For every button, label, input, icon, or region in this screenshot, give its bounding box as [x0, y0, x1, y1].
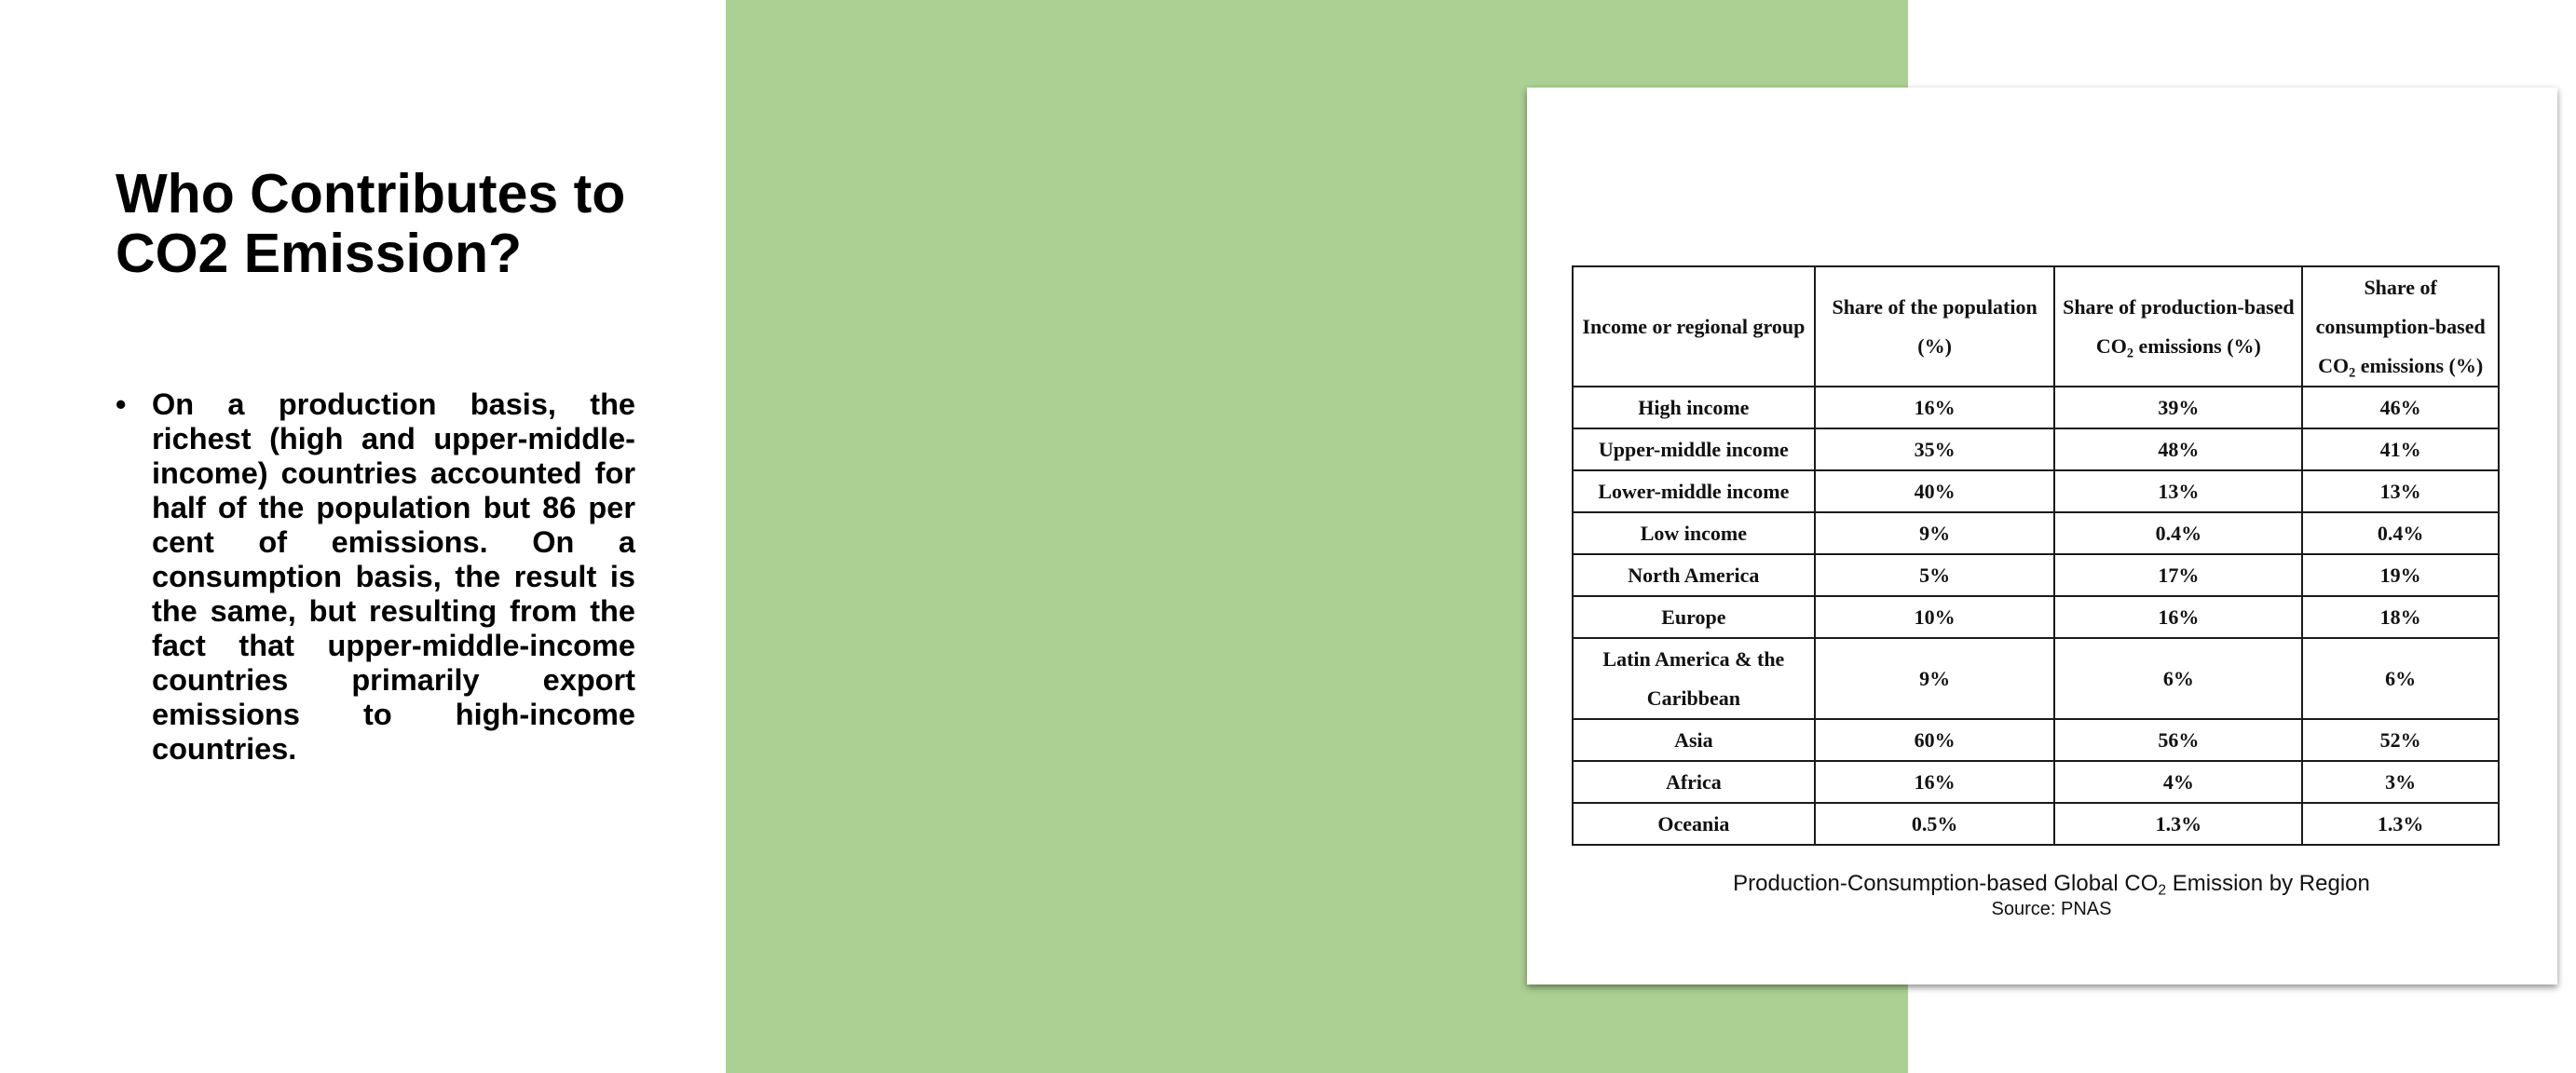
cell-population: 10% — [1815, 596, 2055, 638]
table-row — [1573, 512, 2499, 554]
cell-production: 39% — [2054, 387, 2302, 428]
bullet-list — [116, 387, 635, 767]
header-consumption-pre: Share of consumption-based CO — [2315, 275, 2486, 377]
header-production-sub: 2 — [2126, 345, 2133, 360]
header-consumption — [2302, 266, 2499, 387]
table-row — [1573, 470, 2499, 512]
cell-consumption: 18% — [2302, 596, 2499, 638]
table-source: Source: PNAS — [1991, 899, 2112, 919]
slide-title: Who Contributes to CO2 Emission? — [116, 163, 626, 284]
header-production-post: emissions (%) — [2133, 333, 2261, 358]
cell-production: 17% — [2054, 554, 2302, 596]
caption-post: Emission by Region — [2166, 871, 2370, 896]
table-header-row — [1573, 266, 2499, 387]
cell-population: 60% — [1815, 719, 2055, 761]
cell-group: Africa — [1573, 761, 1815, 803]
bullet-text: On a production basis, the richest (high and upper-middle-income) countries accounted for half of the population but 86 per cent of emissions. On a consumption basis, the result is the same, but resulting from the fact that upper-middle-income countries primarily export emissions to high-income countries. — [152, 387, 635, 766]
table-row — [1573, 803, 2499, 845]
cell-population: 0.5% — [1815, 803, 2055, 845]
header-group: Income or regional group — [1573, 266, 1815, 387]
caption-sub: 2 — [2158, 882, 2167, 899]
cell-population: 35% — [1815, 428, 2055, 470]
left-panel — [0, 0, 726, 1073]
table-row — [1573, 596, 2499, 638]
cell-group: High income — [1573, 387, 1815, 428]
cell-production: 4% — [2054, 761, 2302, 803]
cell-production: 13% — [2054, 470, 2302, 512]
cell-production: 0.4% — [2054, 512, 2302, 554]
cell-consumption: 19% — [2302, 554, 2499, 596]
cell-population: 9% — [1815, 512, 2055, 554]
header-consumption-sub: 2 — [2349, 364, 2356, 380]
cell-group: Europe — [1573, 596, 1815, 638]
cell-group: Lower-middle income — [1573, 470, 1815, 512]
cell-consumption: 46% — [2302, 387, 2499, 428]
table-row — [1573, 761, 2499, 803]
bullet-dot-icon: • — [116, 387, 127, 421]
cell-population: 16% — [1815, 387, 2055, 428]
bullet-item — [116, 387, 635, 767]
cell-population: 16% — [1815, 761, 2055, 803]
cell-group: Upper-middle income — [1573, 428, 1815, 470]
cell-group: Oceania — [1573, 803, 1815, 845]
table-row — [1573, 638, 2499, 719]
cell-group: Latin America & the Caribbean — [1573, 638, 1815, 719]
cell-consumption: 3% — [2302, 761, 2499, 803]
header-production-pre: Share of production-based CO — [2063, 294, 2295, 358]
cell-consumption: 6% — [2302, 638, 2499, 719]
cell-consumption: 0.4% — [2302, 512, 2499, 554]
cell-population: 9% — [1815, 638, 2055, 719]
header-population: Share of the population (%) — [1815, 266, 2055, 387]
cell-population: 5% — [1815, 554, 2055, 596]
cell-production: 16% — [2054, 596, 2302, 638]
table-card — [1527, 88, 2557, 985]
cell-production: 1.3% — [2054, 803, 2302, 845]
cell-consumption: 41% — [2302, 428, 2499, 470]
cell-consumption: 52% — [2302, 719, 2499, 761]
cell-production: 48% — [2054, 428, 2302, 470]
cell-population: 40% — [1815, 470, 2055, 512]
cell-consumption: 1.3% — [2302, 803, 2499, 845]
cell-group: Asia — [1573, 719, 1815, 761]
caption-pre: Production-Consumption-based Global CO — [1733, 871, 2159, 896]
table-row — [1573, 428, 2499, 470]
table-row — [1573, 719, 2499, 761]
header-production — [2054, 266, 2302, 387]
cell-production: 6% — [2054, 638, 2302, 719]
table-row — [1573, 554, 2499, 596]
header-consumption-post: emissions (%) — [2355, 353, 2484, 377]
cell-group: Low income — [1573, 512, 1815, 554]
right-panel — [726, 0, 2486, 1073]
table-caption — [1527, 871, 2576, 897]
cell-group: North America — [1573, 554, 1815, 596]
table-row — [1573, 387, 2499, 428]
emissions-table — [1572, 265, 2500, 846]
cell-consumption: 13% — [2302, 470, 2499, 512]
cell-production: 56% — [2054, 719, 2302, 761]
